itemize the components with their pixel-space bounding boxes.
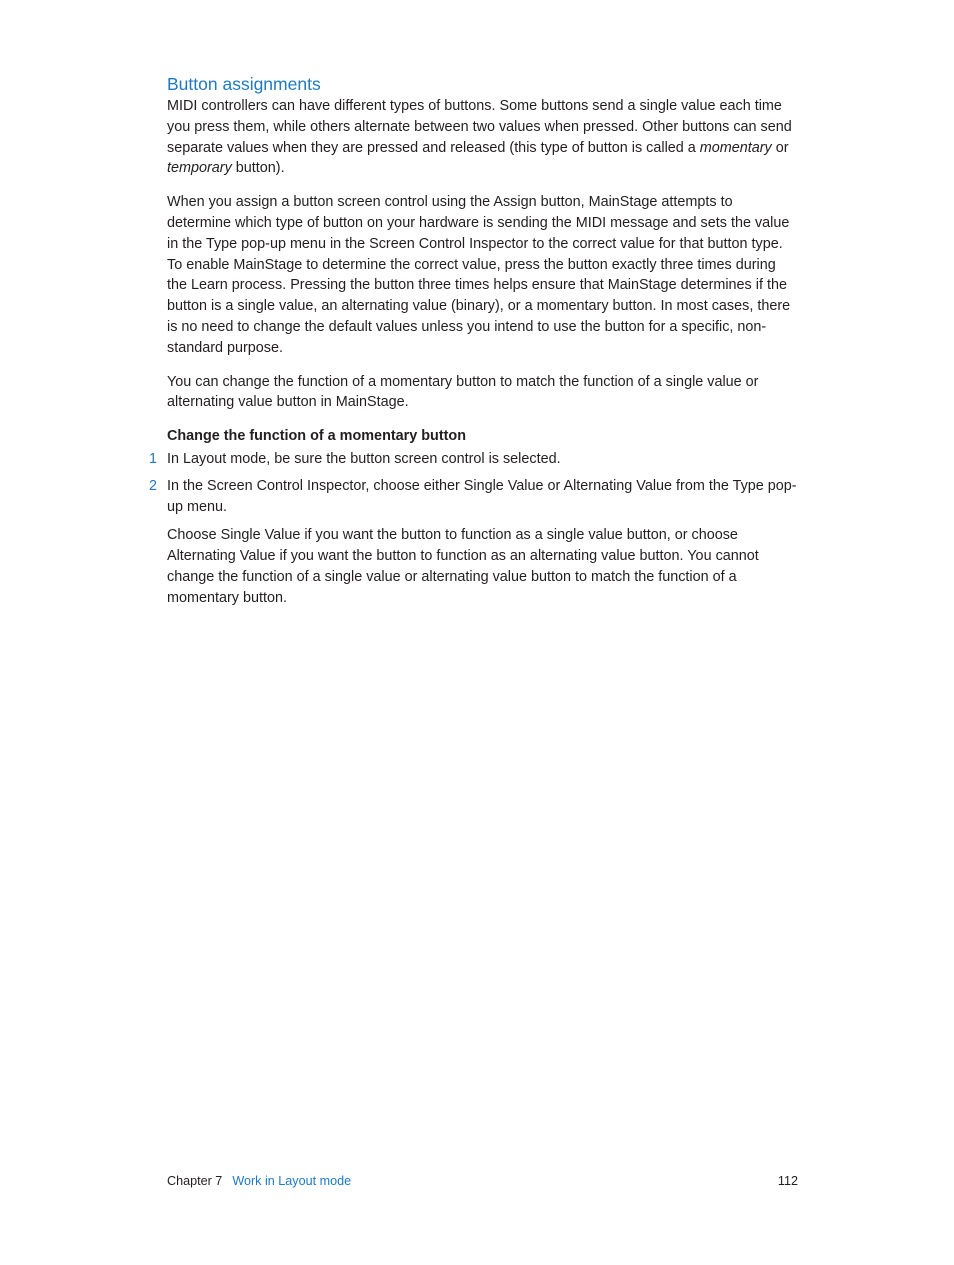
chapter-label: Chapter 7: [167, 1174, 223, 1188]
step-number: 2: [149, 477, 158, 494]
paragraph-text: button).: [231, 160, 285, 177]
paragraph-button-types: [167, 96, 797, 179]
task-step: [149, 449, 797, 470]
emphasis-temporary: temporary: [167, 160, 232, 177]
step-text: In the Screen Control Inspector, choose either Single Value or Alternating Value from the Type pop-up menu.: [167, 477, 797, 515]
page-footer: [167, 1172, 798, 1190]
paragraph-text: or: [771, 139, 789, 156]
step-number: 1: [149, 450, 158, 467]
page-number: 112: [777, 1174, 798, 1188]
paragraph-change-function: You can change the function of a momentary button to match the function of a single value or alternating value button in MainStage.: [167, 373, 759, 411]
emphasis-momentary: momentary: [699, 139, 772, 156]
task-note: Choose Single Value if you want the button to function as a single value button, or choose Alternating Value if you want the button to function as an alternating value button. You cannot change the function of a single value or alternating value button to match the function of a momentary button.: [167, 527, 759, 606]
page-content: [149, 72, 797, 609]
chapter-title-link[interactable]: Work in Layout mode: [232, 1174, 352, 1188]
section-heading: Button assignments: [167, 74, 321, 94]
task-step: [149, 476, 797, 518]
paragraph-text: MIDI controllers can have different types of buttons. Some buttons send a single value each time you press them, while others alternate between two values when pressed. Other buttons can send separate values when they are pressed and released (this type of button is called a: [167, 98, 792, 156]
paragraph-assign-button: When you assign a button screen control using the Assign button, MainStage attempts to determine which type of button on your hardware is sending the MIDI message and sets the value in the Type pop-up menu in the Screen Control Inspector to the correct value for that button type. To enable MainStage to determine the correct value, press the button exactly three times during the Learn process. Pressing the button three times helps ensure that MainStage determines if the button is a single value, an alternating value (binary), or a momentary button. In most cases, there is no need to change the default values unless you intend to use the button for a specific, non-standard purpose.: [167, 194, 791, 356]
step-text: In Layout mode, be sure the button screen control is selected.: [167, 450, 561, 467]
task-heading: Change the function of a momentary button: [167, 428, 466, 445]
